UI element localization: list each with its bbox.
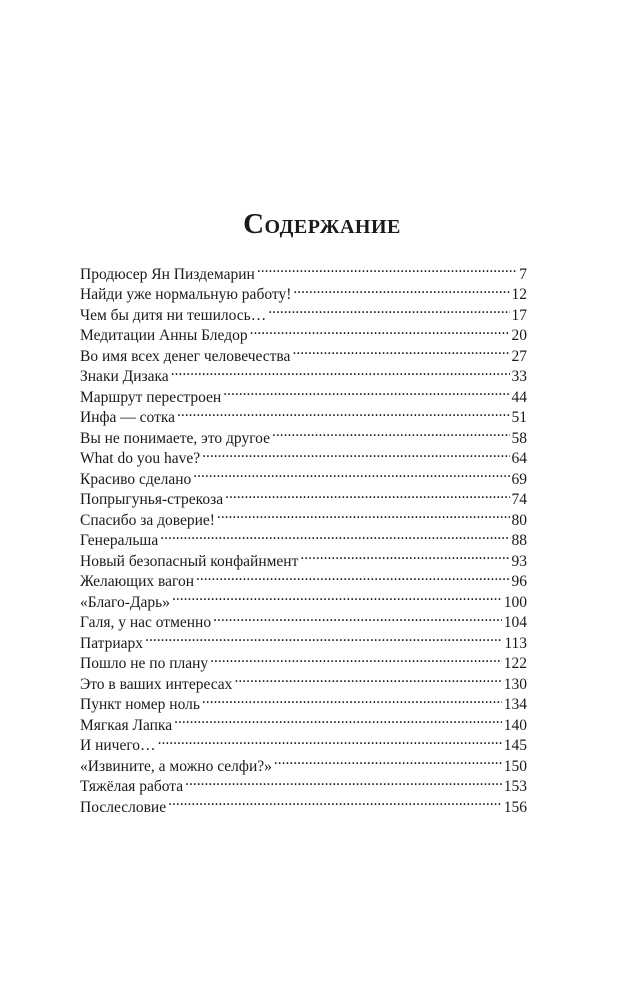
toc-entry-title: Маршрут перестроен [80,388,222,406]
toc-entry-title: Генеральша [80,532,159,549]
dot-leader [217,504,510,525]
toc-page-number: 7 [519,265,527,283]
dot-leader [293,279,509,300]
toc-page-number: 93 [511,552,527,570]
dot-leader [292,340,509,361]
dot-leader [250,320,510,341]
dot-leader [202,443,509,464]
toc-page-number: 153 [503,778,527,795]
dot-leader [272,422,510,443]
toc-list [80,258,527,816]
dot-leader [158,730,502,751]
toc-entry-title: Новый безопасный конфайнмент [80,552,299,570]
toc-page-number: 96 [511,573,527,590]
toc-page-number: 88 [511,532,527,549]
toc-entry-title: Знаки Дизака [80,368,169,385]
dot-leader [171,361,510,382]
toc-page-number: 100 [503,593,527,611]
toc-page-number: 122 [503,655,527,672]
toc-entry-title: «Извините, а можно селфи?» [80,757,272,775]
toc-page-number: 69 [511,470,527,488]
toc-entry-title: Чем бы дитя ни тешилось… [80,306,267,324]
toc-page-number: 12 [511,286,527,303]
toc-page-number: 104 [503,614,527,631]
toc-entry-title: Это в ваших интересах [80,675,233,693]
toc-page-number: 20 [511,327,527,344]
dot-leader [234,668,501,689]
dot-leader [202,689,502,710]
toc-page-number: 150 [503,757,527,775]
toc-entry-title: Желающих вагон [80,573,195,590]
toc-entry-title: Тяжёлая работа [80,778,184,795]
toc-page-number: 74 [511,491,527,508]
toc-page-number: 44 [511,388,527,406]
toc-page-number: 27 [511,347,527,365]
toc-page-number: 130 [503,675,527,693]
dot-leader [145,627,502,648]
dot-leader [177,402,509,423]
toc-entry-title: Послесловие [80,798,167,816]
toc-entry-title: Пункт номер ноль [80,696,200,713]
dot-leader [172,586,502,607]
toc-page-number: 51 [511,409,527,426]
toc-page-number: 145 [503,737,527,754]
toc-page-number: 113 [504,634,527,652]
dot-leader [300,545,509,566]
dot-leader [225,484,509,505]
toc-entry-title: Галя, у нас отменно [80,614,212,631]
toc-entry [80,648,527,672]
dot-leader [196,566,509,587]
toc-heading: Содержание [243,208,401,240]
toc-entry-title: What do you have? [80,450,201,467]
dot-leader [174,709,502,730]
toc-page-number: 64 [511,450,527,467]
toc-entry [80,258,527,283]
dot-leader [168,791,502,812]
toc-page-number: 140 [503,716,527,734]
toc-entry-title: Найди уже нормальную работу! [80,286,292,303]
dot-leader [160,525,509,546]
toc-entry-title: Пошло не по плану [80,655,209,672]
dot-leader [185,771,502,792]
dot-leader [193,463,509,484]
toc-entry-title: Продюсер Ян Пиздемарин [80,265,255,283]
toc-entry-title: И ничего… [80,737,156,754]
toc-entry-title: Медитации Анны Бледор [80,327,248,344]
toc-page-number: 134 [503,696,527,713]
toc-entry-title: Спасибо за доверие! [80,511,215,529]
toc-entry-title: Мягкая Лапка [80,716,173,734]
toc-entry [80,627,527,652]
toc-entry-title: Вы не понимаете, это другое [80,429,270,447]
dot-leader [274,750,502,771]
dot-leader [268,299,509,320]
toc-entry-title: Инфа — сотка [80,409,176,426]
toc-page-number: 58 [511,429,527,447]
toc-entry-title: Во имя всех денег человечества [80,347,291,365]
toc-entry-title: «Благо-Дарь» [80,593,170,611]
dot-leader [210,648,502,669]
dot-leader [213,607,502,628]
dot-leader [223,381,509,402]
toc-entry-title: Красиво сделано [80,470,192,488]
toc-page-number: 156 [503,798,527,816]
dot-leader [257,258,517,279]
toc-entry-title: Патриарх [80,634,144,652]
toc-page-number: 80 [511,511,527,529]
toc-entry-title: Попрыгунья-стрекоза [80,491,224,508]
toc-page-number: 33 [511,368,527,385]
toc-page-number: 17 [511,306,527,324]
